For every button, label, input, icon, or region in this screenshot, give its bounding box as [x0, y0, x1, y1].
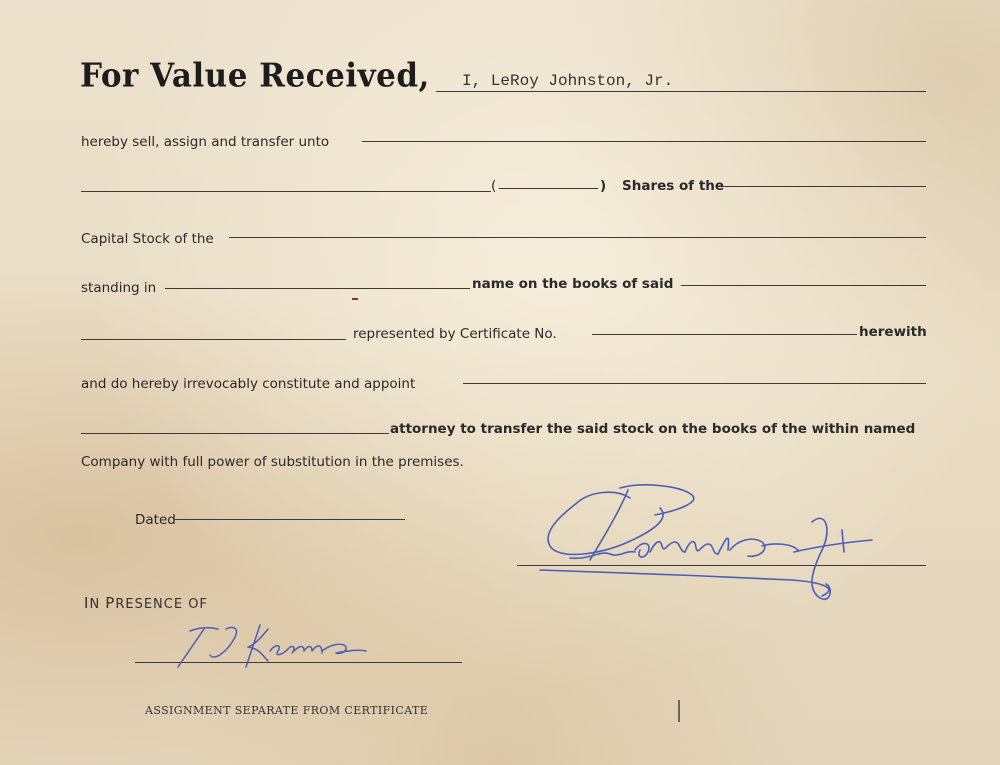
- constitute-appoint-text: and do hereby irrevocably constitute and appoint: [81, 376, 416, 392]
- company-power-text: Company with full power of substitution in the premises.: [81, 454, 464, 470]
- in-presence-of-label: IN PRESENCE OF: [84, 594, 208, 612]
- company-line-1: [722, 186, 926, 187]
- stray-mark: [678, 700, 680, 722]
- dated-label: Dated: [135, 512, 176, 528]
- standing-in-line: [165, 288, 470, 289]
- red-mark: [352, 298, 358, 300]
- standing-in-text: standing in: [81, 280, 157, 296]
- certificate-number-line: [592, 334, 857, 335]
- company-line-2: [229, 237, 926, 238]
- sell-assign-text: hereby sell, assign and transfer unto: [81, 134, 330, 150]
- attorney-name-line: [463, 383, 926, 384]
- shares-number-line: [499, 188, 598, 189]
- attorney-line: [81, 433, 389, 434]
- assignor-line: [436, 91, 926, 92]
- name-on-books-text: name on the books of said: [472, 276, 674, 292]
- shares-of-text: Shares of the: [622, 178, 725, 194]
- footer-text: ASSIGNMENT SEPARATE FROM CERTIFICATE: [145, 704, 429, 717]
- capital-stock-text: Capital Stock of the: [81, 231, 214, 247]
- company-line-3: [81, 339, 346, 340]
- attorney-transfer-text: attorney to transfer the said stock on the books of the within named: [390, 421, 916, 437]
- represented-by-text: represented by Certificate No.: [353, 326, 557, 342]
- shares-words-line: [81, 191, 491, 192]
- open-paren: (: [491, 178, 497, 194]
- close-paren: ): [600, 178, 607, 194]
- date-line: [174, 519, 405, 520]
- herewith-text: herewith: [859, 324, 927, 340]
- form-title: For Value Received,: [80, 57, 430, 95]
- assignor-signature: [530, 480, 890, 630]
- assignee-line: [362, 141, 926, 142]
- books-company-line: [681, 285, 926, 286]
- assignor-name: I, LeRoy Johnston, Jr.: [462, 72, 674, 90]
- witness-signature: [170, 615, 370, 675]
